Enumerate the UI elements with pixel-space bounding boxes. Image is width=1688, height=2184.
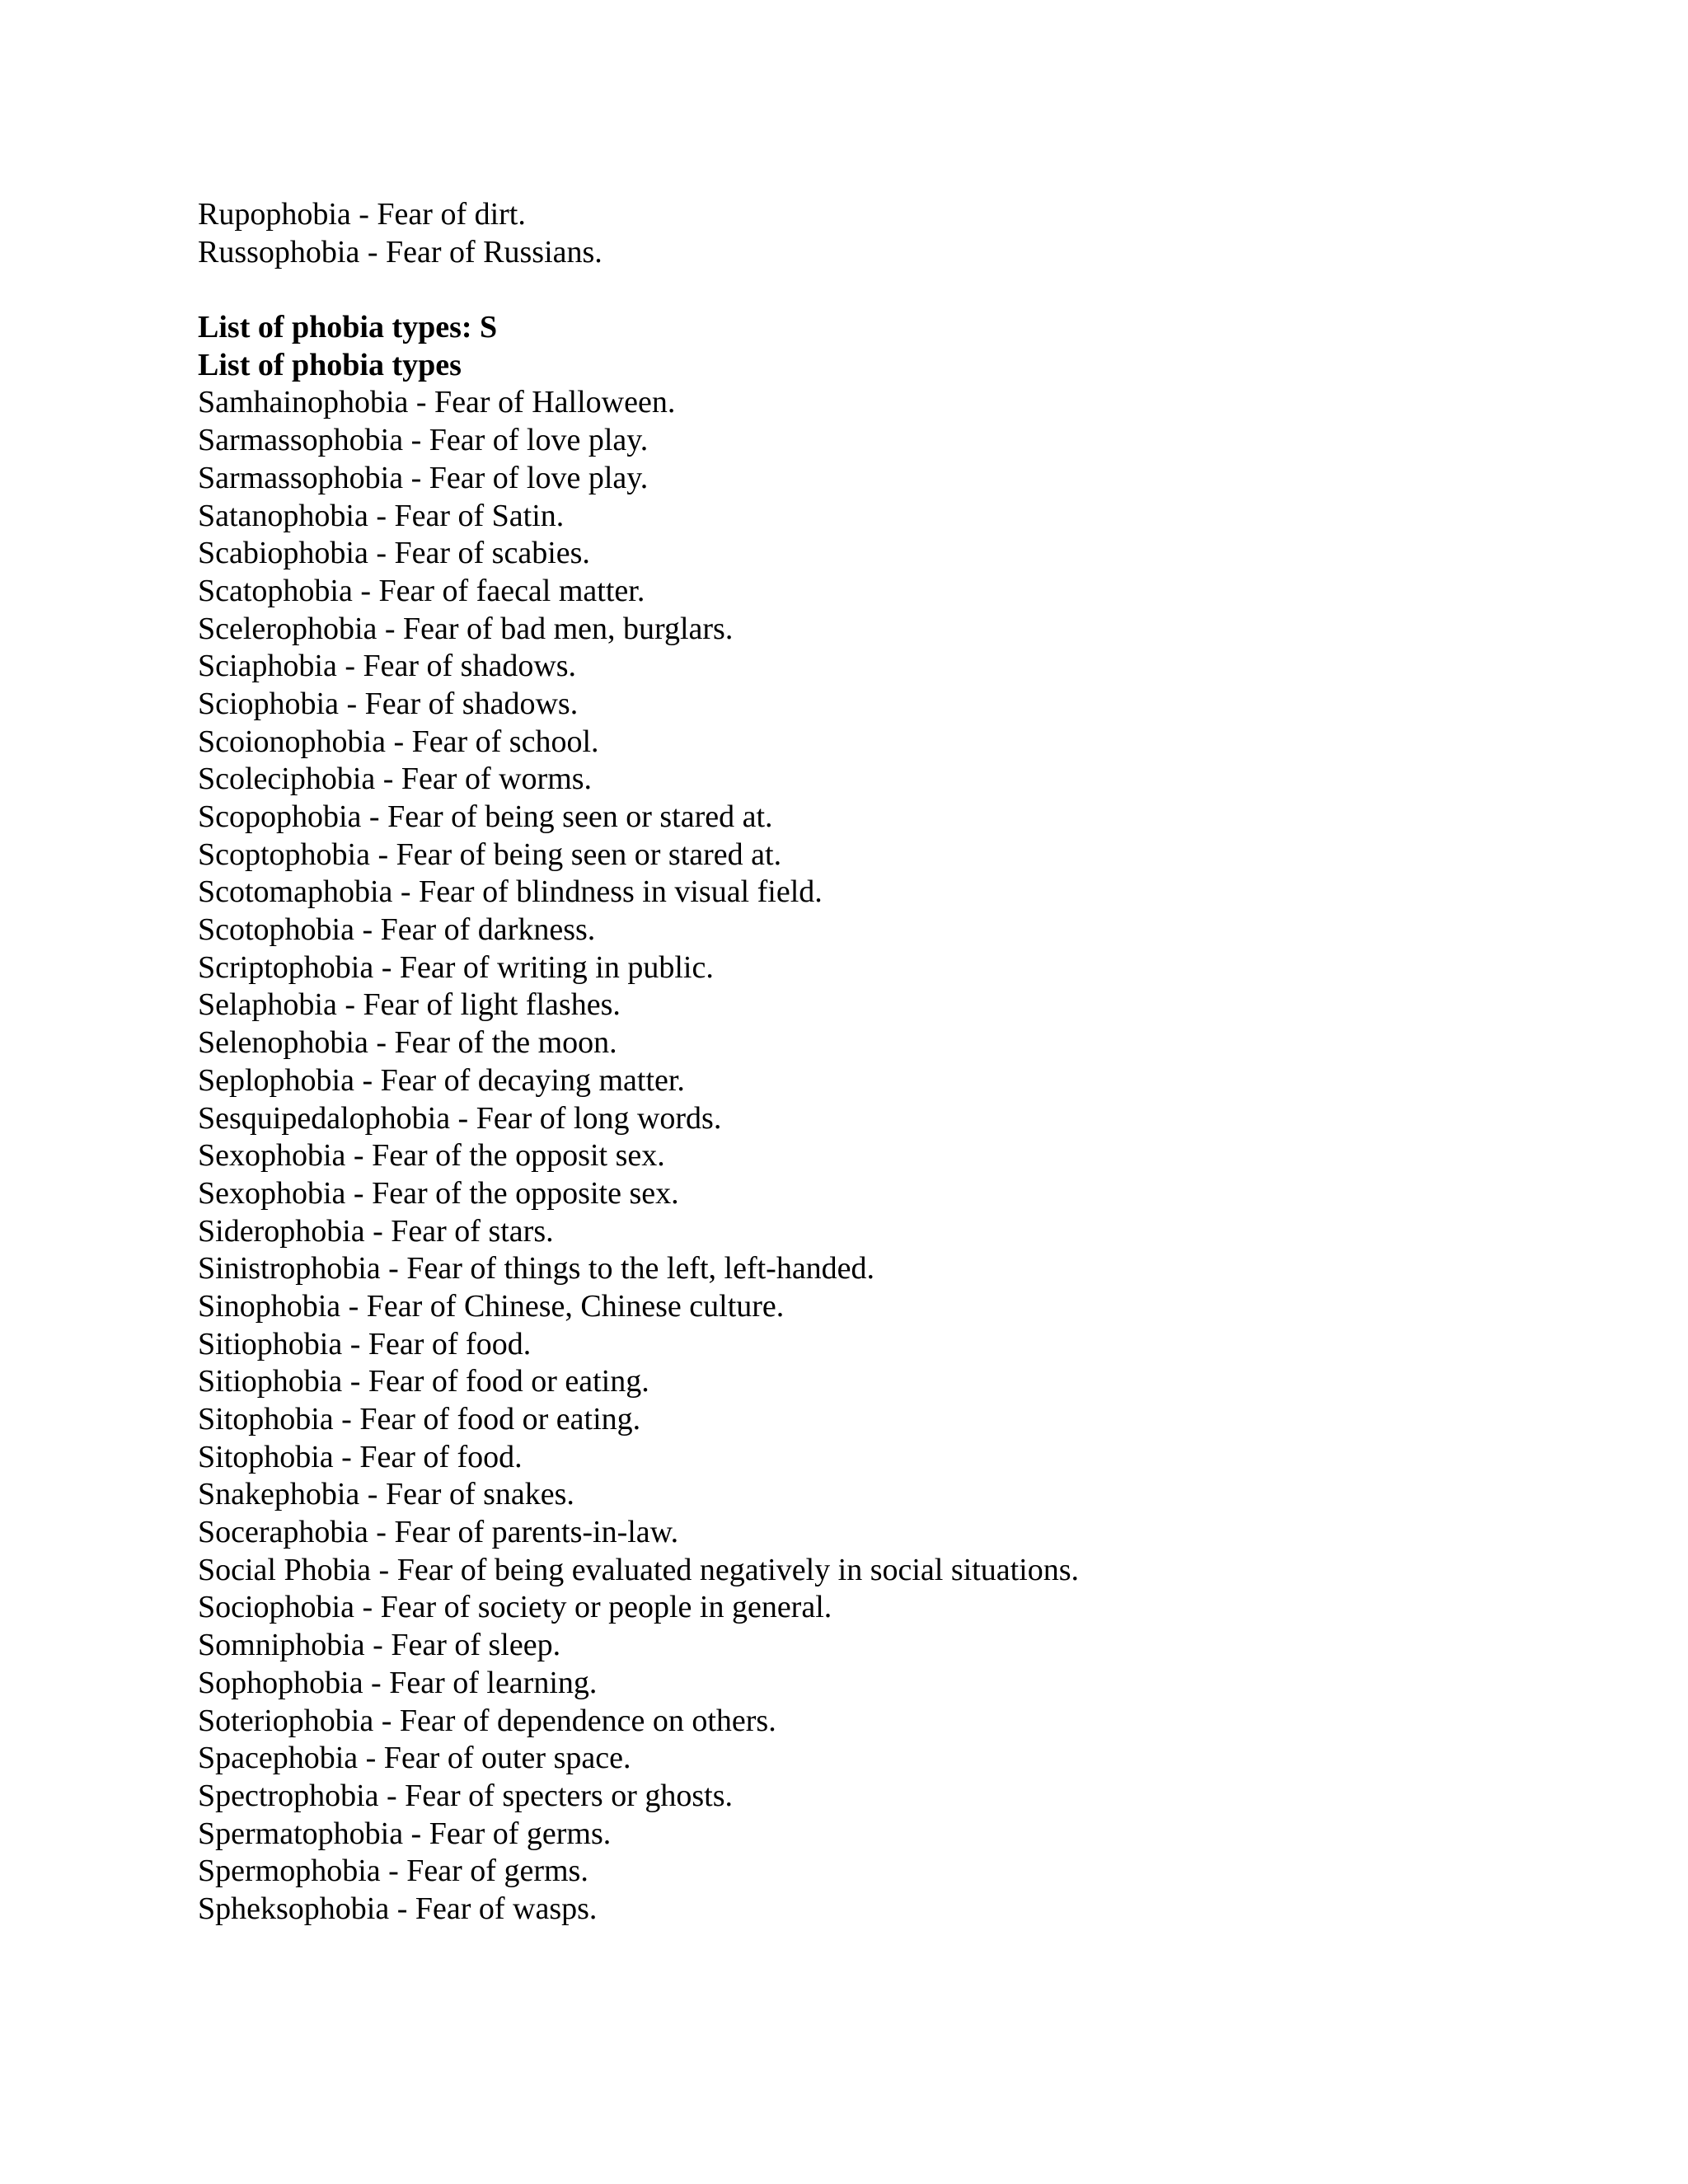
- phobia-entry: Sophophobia - Fear of learning.: [198, 1665, 598, 1700]
- phobia-entry: Sitophobia - Fear of food.: [198, 1439, 523, 1474]
- section-subheading: List of phobia types: [198, 347, 462, 382]
- blank-line: [198, 271, 1599, 309]
- phobia-entry: Samhainophobia - Fear of Halloween.: [198, 385, 676, 420]
- phobia-entry: Sexophobia - Fear of the opposite sex.: [198, 1175, 679, 1211]
- phobia-entry: Sitiophobia - Fear of food.: [198, 1326, 532, 1361]
- phobia-entry: Sinistrophobia - Fear of things to the left, left-handed.: [198, 1251, 875, 1286]
- phobia-entry: Sinophobia - Fear of Chinese, Chinese culture.: [198, 1288, 785, 1324]
- phobia-entry: Scoleciphobia - Fear of worms.: [198, 762, 593, 797]
- section-heading: List of phobia types: S: [198, 310, 498, 345]
- phobia-entry: Spermophobia - Fear of germs.: [198, 1854, 588, 1889]
- phobia-entry: Sciaphobia - Fear of shadows.: [198, 649, 577, 684]
- phobia-entry: Satanophobia - Fear of Satin.: [198, 498, 565, 533]
- phobia-entry: Selaphobia - Fear of light flashes.: [198, 987, 621, 1023]
- phobia-entry: Scabiophobia - Fear of scabies.: [198, 536, 590, 571]
- phobia-entry: Seplophobia - Fear of decaying matter.: [198, 1062, 685, 1098]
- phobia-entry: Sitophobia - Fear of food or eating.: [198, 1402, 641, 1436]
- phobia-entry: Sociophobia - Fear of society or people in general.: [198, 1590, 832, 1625]
- phobia-entry: Spectrophobia - Fear of specters or ghosts.: [198, 1778, 734, 1813]
- phobia-list: [198, 384, 1599, 1928]
- phobia-entry: Somniphobia - Fear of sleep.: [198, 1628, 561, 1663]
- phobia-entry: Spheksophobia - Fear of wasps.: [198, 1891, 598, 1926]
- phobia-entry: Sexophobia - Fear of the opposit sex.: [198, 1138, 665, 1174]
- phobia-entry: Scriptophobia - Fear of writing in public.: [198, 949, 714, 985]
- phobia-entry: Selenophobia - Fear of the moon.: [198, 1025, 617, 1061]
- phobia-entry: Scoptophobia - Fear of being seen or stared at.: [198, 837, 782, 872]
- phobia-entry: Sciophobia - Fear of shadows.: [198, 686, 579, 721]
- phobia-entry: Siderophobia - Fear of stars.: [198, 1213, 554, 1249]
- phobia-entry: Social Phobia - Fear of being evaluated negatively in social situations.: [198, 1552, 1080, 1587]
- phobia-entry: Scoionophobia - Fear of school.: [198, 724, 599, 759]
- phobia-entry: Scatophobia - Fear of faecal matter.: [198, 573, 645, 608]
- phobia-entry: Spermatophobia - Fear of germs.: [198, 1816, 612, 1851]
- document-page: [198, 196, 1599, 1929]
- phobia-entry: Scotomaphobia - Fear of blindness in visual field.: [198, 874, 823, 910]
- phobia-entry: Sesquipedalophobia - Fear of long words.: [198, 1100, 722, 1136]
- phobia-entry: Sitiophobia - Fear of food or eating.: [198, 1364, 649, 1399]
- text-line: Russophobia - Fear of Russians.: [198, 234, 603, 269]
- phobia-entry: Scopophobia - Fear of being seen or stared at.: [198, 799, 773, 834]
- phobia-entry: Scotophobia - Fear of darkness.: [198, 912, 596, 948]
- phobia-entry: Scelerophobia - Fear of bad men, burglars.: [198, 611, 734, 646]
- phobia-entry: Sarmassophobia - Fear of love play.: [198, 423, 649, 458]
- phobia-entry: Soteriophobia - Fear of dependence on others.: [198, 1703, 776, 1738]
- phobia-entry: Spacephobia - Fear of outer space.: [198, 1741, 631, 1776]
- text-line: Rupophobia - Fear of dirt.: [198, 197, 526, 232]
- phobia-entry: Snakephobia - Fear of snakes.: [198, 1477, 574, 1512]
- phobia-entry: Soceraphobia - Fear of parents-in-law.: [198, 1515, 679, 1550]
- phobia-entry: Sarmassophobia - Fear of love play.: [198, 460, 649, 495]
